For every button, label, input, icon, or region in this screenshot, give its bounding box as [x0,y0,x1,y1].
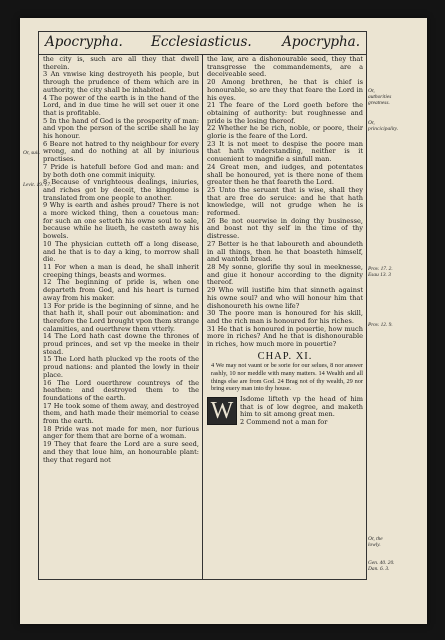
margin-note: Or, the lowly. [368,536,383,549]
verse: 5 In the hand of God is the prosperity of man: and vpon the person of the scribe shall he lay his honour. [43,116,199,141]
verse: 30 The poore man is honoured for his skill, and the rich man is honoured for his riches. [207,309,363,325]
verse: the city is, such are all they that dwell therein. [43,56,199,71]
page-frame [38,31,367,580]
verse: 8 Because of vnrighteous dealings, iniuries, and riches got by deceit, the kingdome is translated from one people to another. [43,178,199,202]
decorated-initial: W [207,397,237,425]
verse: 31 He that is honoured in pouertie, how much more in riches? And he that is dishonourable in riches, how much more in pouertie? [207,324,363,349]
verse: 15 The Lord hath plucked vp the roots of the proud nations: and planted the lowly in their place. [43,355,199,379]
verse: 24 Great men, and iudges, and potentates shall be honoured, yet is there none of them greater then he that feareth the Lord. [207,162,363,187]
verse: 7 Pride is hatefull before God and man: and by both doth one commit iniquity. [43,162,199,179]
verse: 29 Who will iustifie him that sinneth against his owne soul? and who will honour him that dishonoureth his owne life? [207,286,363,310]
verse: 11 For when a man is dead, he shall inherit creeping things, beasts and wormes. [43,262,199,279]
margin-note: Or, princicipality. [368,120,399,133]
verse: 2 Commend not a man for [240,417,328,426]
verse: 25 Unto the seruant that is wise, shall they that are free do seruice: and he that hath knowledge, will not grudge when he is reformed. [207,185,363,218]
verse: 17 He took some of them away, and destroyed them, and hath made their memorial to cease from the earth. [43,401,199,426]
verse: 6 Beare not hatred to thy neighbour for every wrong, and do nothing at all by iniurious practises. [43,139,199,164]
chapter-summary: 4 We may not vaunt or be sorie for our selues, 8 nor answer rashly, 10 nor meddle with many matters. 14 Wealth and all things else are from God. 24 Brag not of thy wealth, 29 nor bring euery man into thy house. [211,362,363,393]
margin-note: Gen. 40. 20. Dan. 6. 3. [368,560,395,573]
header-left: Apocrypha. [45,34,123,50]
verse: 20 Among brethren, he that is chief is honourable, so are they that feare the Lord in his eyes. [207,78,363,102]
verse: 9 Why is earth and ashes proud? There is not a more wicked thing, then a couetous man: for such an one setteth his owne soul to sale, because while he liueth, he casteth away his bowels. [43,201,199,241]
verse: 12 The beginning of pride is, when one departeth from God, and his heart is turned away from his maker. [43,278,199,302]
verse: Isdome lifteth vp the head of him that is of low degree, and maketh him to sit among great men. [240,394,363,419]
verse: 28 My sonne, glorifie thy soul in meeknesse, and giue it honour according to the dignity thereof. [207,262,363,287]
chapter-heading: CHAP. XI. [257,350,313,362]
verse: 4 The power of the earth is in the hand of the Lord, and in due time he will set ouer it one that is profitable. [43,93,199,117]
margin-note: Prov. 17. 2. Esau 13. 3 [368,266,393,279]
margin-note: Or, authorities greatness. [368,88,392,107]
margin-note: Levit. 19. 17. [23,182,52,188]
verse: 21 The feare of the Lord goeth before the obtaining of authority: but roughnesse and pride is the losing thereof. [207,101,363,125]
verse: 19 They that feare the Lord are a sure seed, and they that loue him, an honourable plant: they that regard not [43,440,199,464]
verse: 18 Pride was not made for men, nor furious anger for them that are borne of a woman. [43,424,199,441]
running-header [39,32,366,55]
verse: 3 An vnwise king destroyeth his people, but through the prudence of them which are in authority, the city shall be inhabited. [43,70,199,94]
header-center: Ecclesiasticus. [151,34,252,50]
left-column [43,56,199,577]
verse: 16 The Lord ouerthrew countreys of the heathen: and destroyed them to the foundations of the earth. [43,378,199,402]
verse: 23 It is not meet to despise the poore man that hath vnderstanding, neither is it conuenient to magnifie a sinfull man. [207,139,363,164]
margin-note: Prov. 12. 9. [368,322,393,328]
verse: 14 The Lord hath cast downe the thrones of proud princes, and set vp the meeke in their stead. [43,332,199,356]
header-right: Apocrypha. [282,34,360,50]
right-column [207,56,363,577]
margin-note: Or, suit. [23,150,41,156]
verse: the law, are a dishonourable seed, they that transgresse the commandements, are a deceiveable seed. [207,56,363,79]
verse: 22 Whether he be rich, noble, or poore, their glorie is the feare of the Lord. [207,124,363,141]
verse: 13 For pride is the beginning of sinne, and he that hath it, shall pour out abomination: and therefore the Lord brought vpon them strange calamities, and ouerthrew them vtterly. [43,301,199,333]
column-rule [202,54,203,579]
verse: 10 The physician cutteth off a long disease, and he that is to day a king, to morrow shall die. [43,239,199,264]
verse: 26 Be not ouerwise in doing thy businesse, and boast not thy self in the time of thy distresse. [207,216,363,241]
verse: 27 Better is he that laboureth and aboundeth in all things, then he that boasteth himself, and wanteth bread. [207,239,363,264]
